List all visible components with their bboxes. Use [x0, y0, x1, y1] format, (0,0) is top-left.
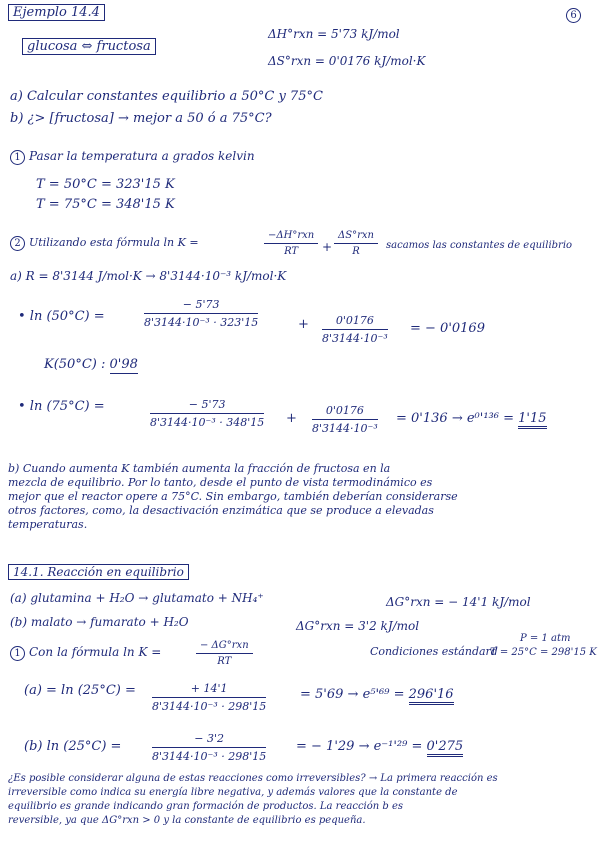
example-title: Ejemplo 14.4 [8, 4, 105, 21]
conclusion: ¿Es posible considerar alguna de estas reacciones como irreversibles? → La primera reacción es irreversible como indica su energía libre negativa, y además valores que la constante de equilibrio es grande indicando gran formación de productos. La reacción b es reversible, ya que ΔG°rxn > 0 y la constante de equilibrio es pequeña. [8, 773, 498, 826]
reaction-a-dg: ΔG°rxn = − 14'1 kJ/mol [386, 595, 531, 609]
calc-b-k: 0'275 [427, 739, 464, 757]
temperature-1: T = 50°C = 323'15 K [36, 177, 175, 192]
formula-plus: + [322, 240, 333, 254]
k-50: K(50°C) : 0'98 [44, 357, 138, 372]
calc-a-k: 296'16 [409, 687, 454, 705]
delta-s: ΔS°rxn = 0'0176 kJ/mol·K [268, 54, 426, 68]
temperature-2: T = 75°C = 348'15 K [36, 197, 175, 212]
question-a: a) Calcular constantes equilibrio a 50°C y 75°C [10, 89, 323, 104]
ln-50-plus: + [298, 317, 309, 332]
k-75-value: 1'15 [518, 411, 546, 429]
ln-50-label: • ln (50°C) = [18, 309, 105, 324]
page-number: 6 [566, 8, 581, 23]
k-50-value: 0'98 [109, 357, 138, 372]
calc-b-result: = − 1'29 → e⁻¹'²⁹ = 0'275 [296, 740, 463, 753]
ln-75-fraction-2: $\frac{0'0176}{\text{8'3144·10⁻³}}$ [312, 404, 378, 435]
delta-h: ΔH°rxn = 5'73 kJ/mol [268, 27, 400, 41]
question-b: b) ¿> [fructosa] → mejor a 50 ó a 75°C? [10, 111, 272, 126]
ln-75-label: • ln (75°C) = [18, 399, 105, 414]
ln-50-fraction-2: $\frac{0'0176}{\text{8'3144·10⁻³}}$ [322, 314, 388, 345]
answer-b: b) Cuando aumenta K también aumenta la fracción de fructosa en la mezcla de equilibrio. Por lo tanto, desde el punto de vista termodinámico es mejor que el reactor opere a 75°C. Sin embargo, también deberían considerarse otros factores, como, la desactivación enzimática que se produce a elevadas temperaturas. [8, 462, 458, 531]
step-1: 1 Pasar la temperatura a grados kelvin [10, 150, 255, 165]
reaction-b-dg: ΔG°rxn = 3'2 kJ/mol [296, 619, 420, 633]
main-reaction: glucosa ⇔ fructosa [22, 38, 156, 55]
step-number: 2 [10, 236, 25, 251]
reaction-a: (a) glutamina + H₂O → glutamato + NH₄⁺ [10, 591, 264, 605]
step-number: 1 [10, 646, 25, 661]
ln-50-fraction-1: $\frac{- 5'73}{\text{8'3144·10⁻³ · 323'15}}$ [144, 298, 259, 329]
std-temperature: T = 25°C = 298'15 K [490, 647, 597, 658]
calc-a-label: (a) = ln (25°C) = [24, 683, 136, 698]
reaction-b: (b) malato → fumarato + H₂O [10, 615, 189, 629]
std-pressure: P = 1 atm [520, 633, 571, 644]
formula-fraction-s: ΔS°rxn R [334, 230, 378, 257]
step-2: 2 Utilizando esta fórmula ln K = [10, 236, 199, 251]
formula-fraction-g: − ΔG°rxn RT [196, 640, 253, 667]
ln-75-result: = 0'136 → e⁰'¹³⁶ = 1'15 [396, 412, 547, 425]
calc-a-fraction: $\frac{+ 14'1}{\text{8'3144·10⁻³ · 298'15}}$ [152, 682, 267, 713]
section-title: 14.1. Reacción en equilibrio [8, 564, 189, 580]
calc-b-label: (b) ln (25°C) = [24, 739, 122, 754]
formula-tail: sacamos las constantes de equilibrio [386, 240, 573, 251]
formula-line: 1 Con la fórmula ln K = [10, 646, 161, 661]
ln-75-plus: + [286, 411, 297, 426]
formula-fraction-h: −ΔH°rxn RT [264, 230, 318, 257]
ln-75-fraction-1: $\frac{- 5'73}{\text{8'3144·10⁻³ · 348'15}}$ [150, 398, 265, 429]
calc-b-fraction: $\frac{- 3'2}{\text{8'3144·10⁻³ · 298'15}}$ [152, 732, 267, 763]
calc-a-result: = 5'69 → e⁵'⁶⁹ = 296'16 [300, 688, 454, 701]
std-conditions: Condiciones estándard [370, 645, 498, 658]
ln-50-result: = − 0'0169 [410, 321, 485, 336]
gas-constant: a) R = 8'3144 J/mol·K → 8'3144·10⁻³ kJ/mol·K [10, 269, 287, 283]
step-number: 1 [10, 150, 25, 165]
